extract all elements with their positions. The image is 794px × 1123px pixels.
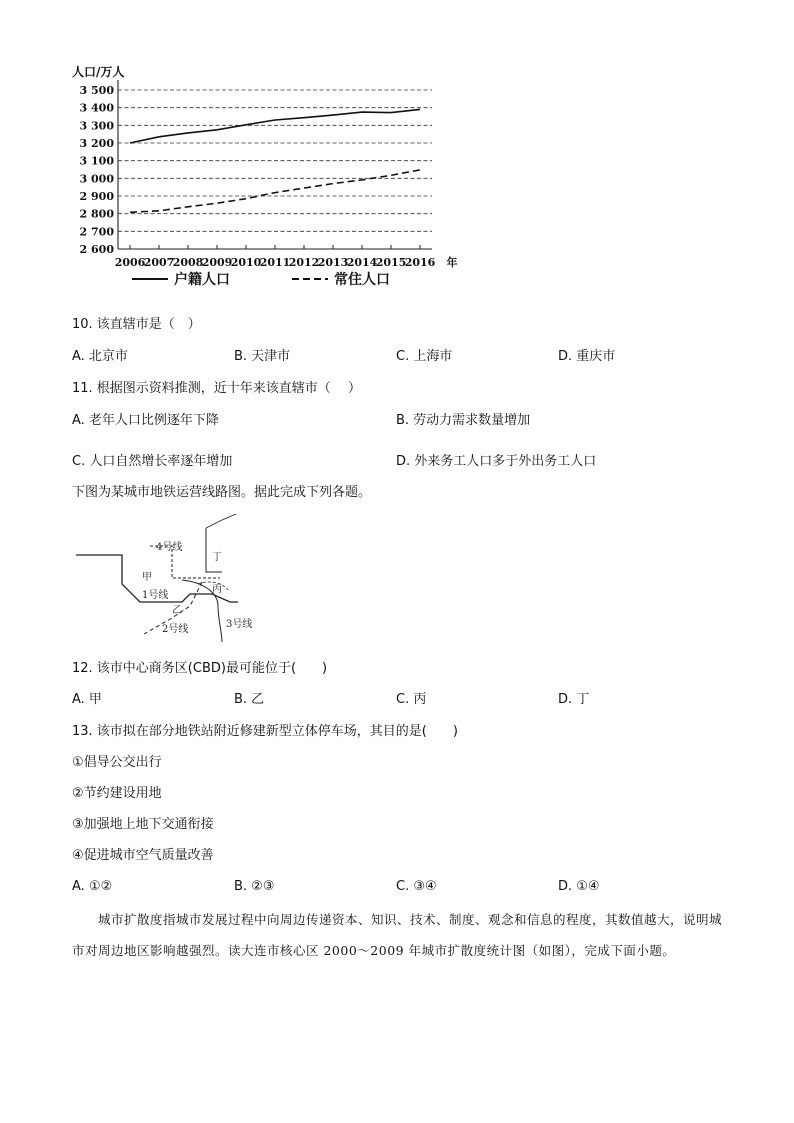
label-line-4: 4号线 — [156, 542, 183, 553]
q10-option-c: C. 上海市 — [396, 349, 453, 364]
metro-intro: 下图为某城市地铁运营线路图。据此完成下列各题。 — [72, 485, 372, 500]
q12-stem: 12. 该市中心商务区(CBD)最可能位于( ) — [72, 661, 328, 676]
q13-item-1: ①倡导公交出行 — [72, 755, 162, 770]
q13-stem: 13. 该市拟在部分地铁站附近修建新型立体停车场，其目的是( ) — [72, 724, 458, 739]
q12-option-c: C. 丙 — [396, 692, 427, 707]
label-bing: 丙 — [212, 584, 222, 595]
q10-option-a: A. 北京市 — [72, 349, 128, 364]
x-tick-label: 2012 — [288, 256, 320, 269]
q13-option-a: A. ①② — [72, 879, 113, 894]
q11-option-c: C. 人口自然增长率逐年增加 — [72, 454, 233, 469]
x-tick-label: 2015 — [375, 256, 407, 269]
x-tick-label: 2006 — [114, 256, 146, 269]
y-axis-label: 人口/万人 — [72, 65, 125, 79]
label-yi: 乙 — [172, 605, 182, 616]
series-line-2 — [130, 170, 420, 212]
population-chart — [60, 60, 460, 300]
x-tick-label: 2016 — [404, 256, 436, 269]
y-tick-label: 3 400 — [79, 101, 114, 115]
q12-option-d: D. 丁 — [558, 692, 590, 707]
metro-line-4-north — [206, 528, 222, 572]
q13-item-4: ④促进城市空气质量改善 — [72, 848, 214, 863]
q11-option-a: A. 老年人口比例逐年下降 — [72, 413, 219, 428]
q11-option-b: B. 劳动力需求数量增加 — [396, 413, 531, 428]
y-tick-label: 2 800 — [79, 207, 114, 221]
series-line-1 — [130, 109, 420, 143]
q13-option-d: D. ①④ — [558, 879, 600, 894]
x-tick-label: 2014 — [346, 256, 378, 269]
y-tick-label: 3 300 — [79, 119, 114, 133]
label-jia: 甲 — [142, 572, 152, 583]
q13-item-3: ③加强地上地下交通衔接 — [72, 817, 214, 832]
y-tick-label: 3 200 — [79, 137, 114, 150]
x-tick-label: 2009 — [201, 256, 233, 269]
q13-option-c: C. ③④ — [396, 879, 437, 894]
q11-stem: 11. 根据图示资料推测，近十年来该直辖市（ ） — [72, 381, 361, 396]
q12-option-a: A. 甲 — [72, 692, 102, 707]
y-tick-label: 3 500 — [79, 84, 114, 97]
q10-option-d: D. 重庆市 — [558, 349, 616, 364]
metro-line-north-branch — [206, 514, 236, 528]
x-axis-unit: 年 — [446, 256, 458, 269]
spread-intro: 城市扩散度指城市发展过程中向周边传递资本、知识、技术、制度、观念和信息的程度，其数值越大，说明城市对周边地区影响越强烈。读大连市核心区 2000～2009 年城市扩散度统计图（如图），完成下面小题。 — [72, 912, 723, 958]
y-tick-label: 3 000 — [79, 172, 114, 186]
y-tick-label: 2 700 — [79, 225, 114, 239]
y-tick-label: 3 100 — [79, 154, 114, 168]
population-line-chart — [60, 60, 460, 300]
label-line-2: 2号线 — [162, 624, 189, 635]
x-tick-label: 2010 — [230, 256, 262, 269]
label-line-1: 1号线 — [142, 590, 169, 601]
label-line-3: 3号线 — [226, 619, 253, 630]
label-ding: 丁 — [212, 552, 222, 563]
y-tick-label: 2 900 — [79, 190, 114, 203]
q12-option-b: B. 乙 — [234, 692, 265, 707]
q10-stem: 10. 该直辖市是（ ） — [72, 317, 201, 332]
x-tick-label: 2008 — [172, 256, 204, 269]
metro-map — [72, 510, 272, 650]
x-tick-label: 2013 — [317, 256, 349, 269]
x-tick-label: 2011 — [259, 256, 291, 269]
q13-option-b: B. ②③ — [234, 879, 275, 894]
y-tick-label: 2 600 — [79, 243, 114, 256]
legend-label-2: 常住人口 — [334, 272, 390, 288]
x-tick-label: 2007 — [143, 256, 175, 269]
legend-label-1: 户籍人口 — [174, 272, 230, 288]
q10-option-b: B. 天津市 — [234, 349, 291, 364]
q13-item-2: ②节约建设用地 — [72, 786, 162, 801]
metro-map-svg — [72, 510, 272, 650]
q11-option-d: D. 外来务工人口多于外出务工人口 — [396, 454, 597, 469]
